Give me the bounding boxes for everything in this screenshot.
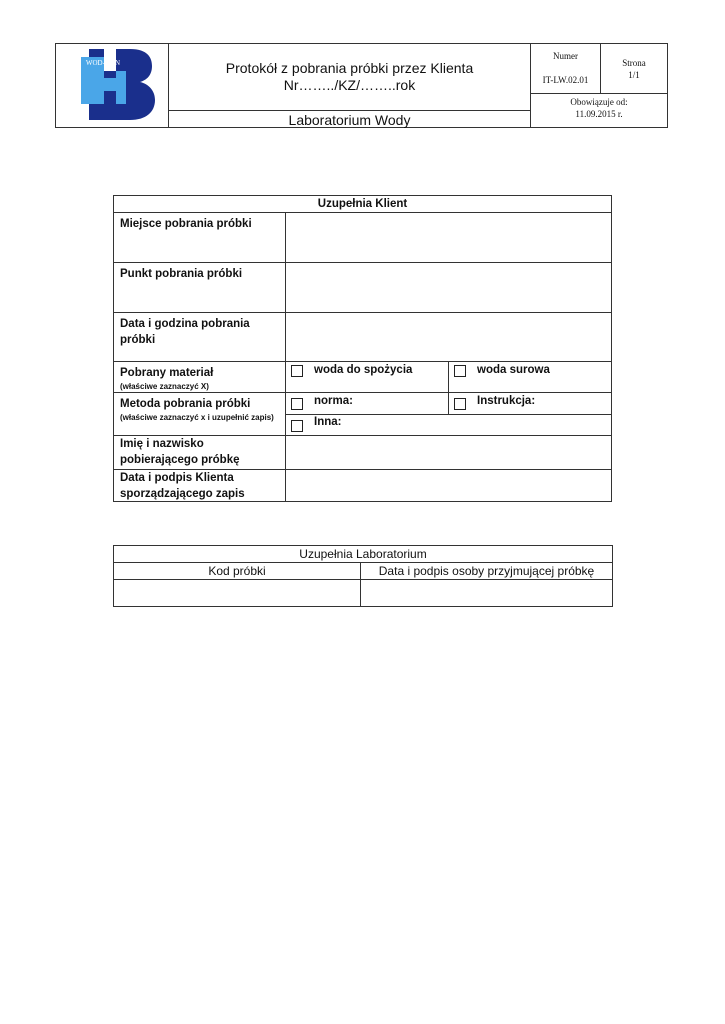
number-value: IT-LW.02.01 xyxy=(542,75,589,85)
row-label: Data i godzina pobrania próbki xyxy=(114,313,286,361)
row-label: Imię i nazwisko pobierającego próbkę xyxy=(114,436,286,469)
option-label: Inna: xyxy=(314,416,342,428)
row-label xyxy=(114,393,286,435)
row-label: Data i podpis Klienta sporządzającego zapis xyxy=(114,470,286,501)
option-cell xyxy=(449,362,611,392)
client-section-table xyxy=(113,195,612,502)
checkbox[interactable] xyxy=(454,398,466,410)
option-label: norma: xyxy=(314,395,353,407)
page-value: 1/1 xyxy=(628,70,640,80)
page-cell xyxy=(601,44,667,93)
table-row xyxy=(114,362,611,393)
row-label: Punkt pobrania próbki xyxy=(114,263,286,312)
table-row xyxy=(114,213,611,263)
table-row xyxy=(114,470,611,501)
row-label-text: Pobrany materiał xyxy=(120,367,214,379)
valid-from-label: Obowiązuje od: xyxy=(570,97,628,107)
column-header-sample-code: Kod próbki xyxy=(114,563,361,580)
document-header xyxy=(55,43,668,128)
row-label-note: (właściwe zaznaczyć x i uzupełnić zapis) xyxy=(120,413,274,422)
checkbox[interactable] xyxy=(291,365,303,377)
table-row xyxy=(114,393,611,436)
option-cell xyxy=(286,362,449,392)
number-cell xyxy=(531,44,601,93)
valid-from-cell xyxy=(531,93,667,127)
option-cell xyxy=(286,393,449,415)
wodkan-logo xyxy=(56,44,169,127)
column-header-receiver-signature: Data i podpis osoby przyjmującej próbkę xyxy=(361,563,612,580)
checkbox[interactable] xyxy=(291,398,303,410)
lab-section-heading: Uzupełnia Laboratorium xyxy=(114,546,612,563)
lab-name: Laboratorium Wody xyxy=(169,110,531,127)
logo-cell xyxy=(56,44,169,127)
title-cell xyxy=(169,44,531,110)
page-label: Strona xyxy=(622,58,646,68)
option-label: Instrukcja: xyxy=(477,395,536,407)
row-label-text: Metoda pobrania próbki xyxy=(120,398,251,410)
client-section-heading: Uzupełnia Klient xyxy=(114,196,611,213)
document-number-line: Nr……../KZ/……..rok xyxy=(283,77,416,93)
checkbox[interactable] xyxy=(454,365,466,377)
lab-section-table xyxy=(113,545,613,607)
number-label: Numer xyxy=(553,51,578,61)
table-row xyxy=(114,263,611,313)
option-cell xyxy=(286,415,611,436)
option-cell xyxy=(449,393,611,415)
table-row xyxy=(114,313,611,362)
row-label xyxy=(114,362,286,392)
sample-code-field[interactable] xyxy=(114,580,361,606)
option-label: woda surowa xyxy=(477,364,550,376)
row-label-note: (właściwe zaznaczyć X) xyxy=(120,382,209,391)
document-title: Protokół z pobrania próbki przez Klienta xyxy=(225,60,474,76)
logo-text: WOD-KAN xyxy=(85,59,121,67)
option-label: woda do spożycia xyxy=(314,364,413,376)
row-label: Miejsce pobrania próbki xyxy=(114,213,286,262)
valid-from-date: 11.09.2015 r. xyxy=(575,109,623,119)
table-row xyxy=(114,436,611,470)
receiver-signature-field[interactable] xyxy=(361,580,612,606)
checkbox[interactable] xyxy=(291,420,303,432)
